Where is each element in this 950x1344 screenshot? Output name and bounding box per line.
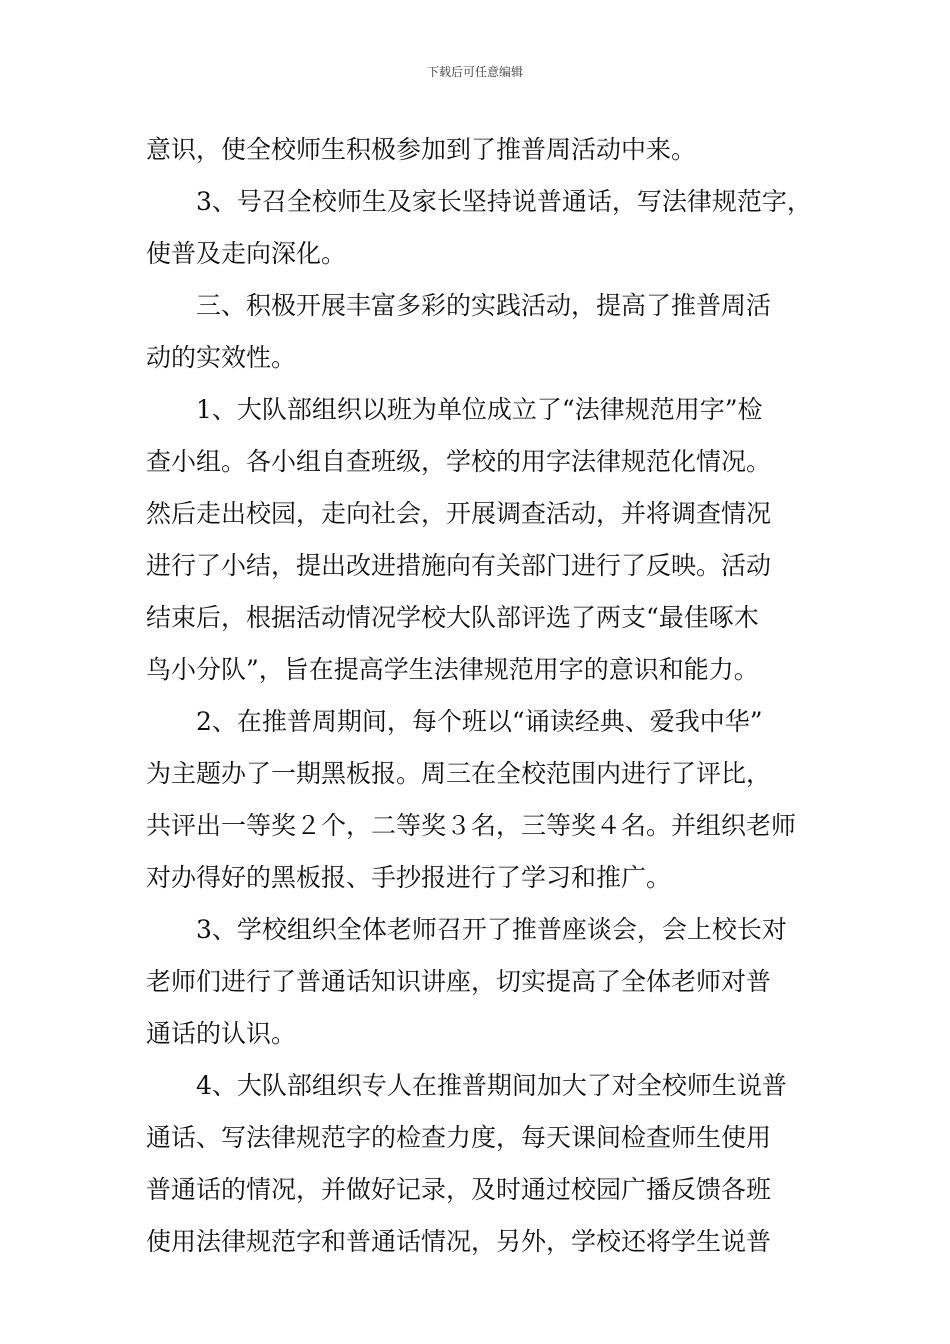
text-line: 老师们进行了普通话知识讲座，切实提高了全体老师对普 — [146, 967, 772, 996]
text-line: 对办得好的黑板报、手抄报进行了学习和推广。 — [146, 863, 672, 892]
text-line: 普通话的情况，并做好记录，及时通过校园广播反馈各班 — [146, 1175, 772, 1204]
text-line: 然后走出校园，走向社会，开展调查活动，并将调查情况 — [146, 499, 772, 528]
paragraph-line: 3、号召全校师生及家长坚持说普通话，写法律规范字， — [196, 187, 812, 216]
text-line: 查小组。各小组自查班级，学校的用字法律规范化情况。 — [146, 447, 772, 476]
text-line: 通话、写法律规范字的检查力度，每天课间检查师生使用 — [146, 1123, 772, 1152]
text-line: 鸟小分队”，旨在提高学生法律规范用字的意识和能力。 — [146, 655, 759, 684]
paragraph-line: 3、学校组织全体老师召开了推普座谈会，会上校长对 — [196, 915, 787, 944]
text-line: 共评出一等奖２个，二等奖３名，三等奖４名。并组织老师 — [146, 811, 797, 840]
section-heading-line: 三、积极开展丰富多彩的实践活动，提高了推普周活 — [196, 291, 772, 320]
paragraph-line: 4、大队部组织专人在推普期间加大了对全校师生说普 — [196, 1071, 787, 1100]
header-note: 下载后可任意编辑 — [426, 65, 523, 79]
text-line: 意识，使全校师生积极参加到了推普周活动中来。 — [146, 135, 697, 164]
paragraph-line: 2、在推普周期间，每个班以“诵读经典、爱我中华” — [196, 707, 763, 736]
text-line: 通话的认识。 — [146, 1019, 297, 1048]
text-line: 结束后，根据活动情况学校大队部评选了两支“最佳啄木 — [146, 603, 759, 632]
document-body — [146, 124, 810, 1268]
section-heading-line: 动的实效性。 — [146, 343, 297, 372]
paragraph-line: 1、大队部组织以班为单位成立了“法律规范用字”检 — [196, 395, 763, 424]
text-line: 进行了小结，提出改进措施向有关部门进行了反映。活动 — [146, 551, 772, 580]
text-line: 使普及走向深化。 — [146, 239, 347, 268]
text-line: 为主题办了一期黑板报。周三在全校范围内进行了评比， — [146, 759, 772, 788]
text-line: 使用法律规范字和普通话情况，另外，学校还将学生说普 — [146, 1227, 772, 1256]
